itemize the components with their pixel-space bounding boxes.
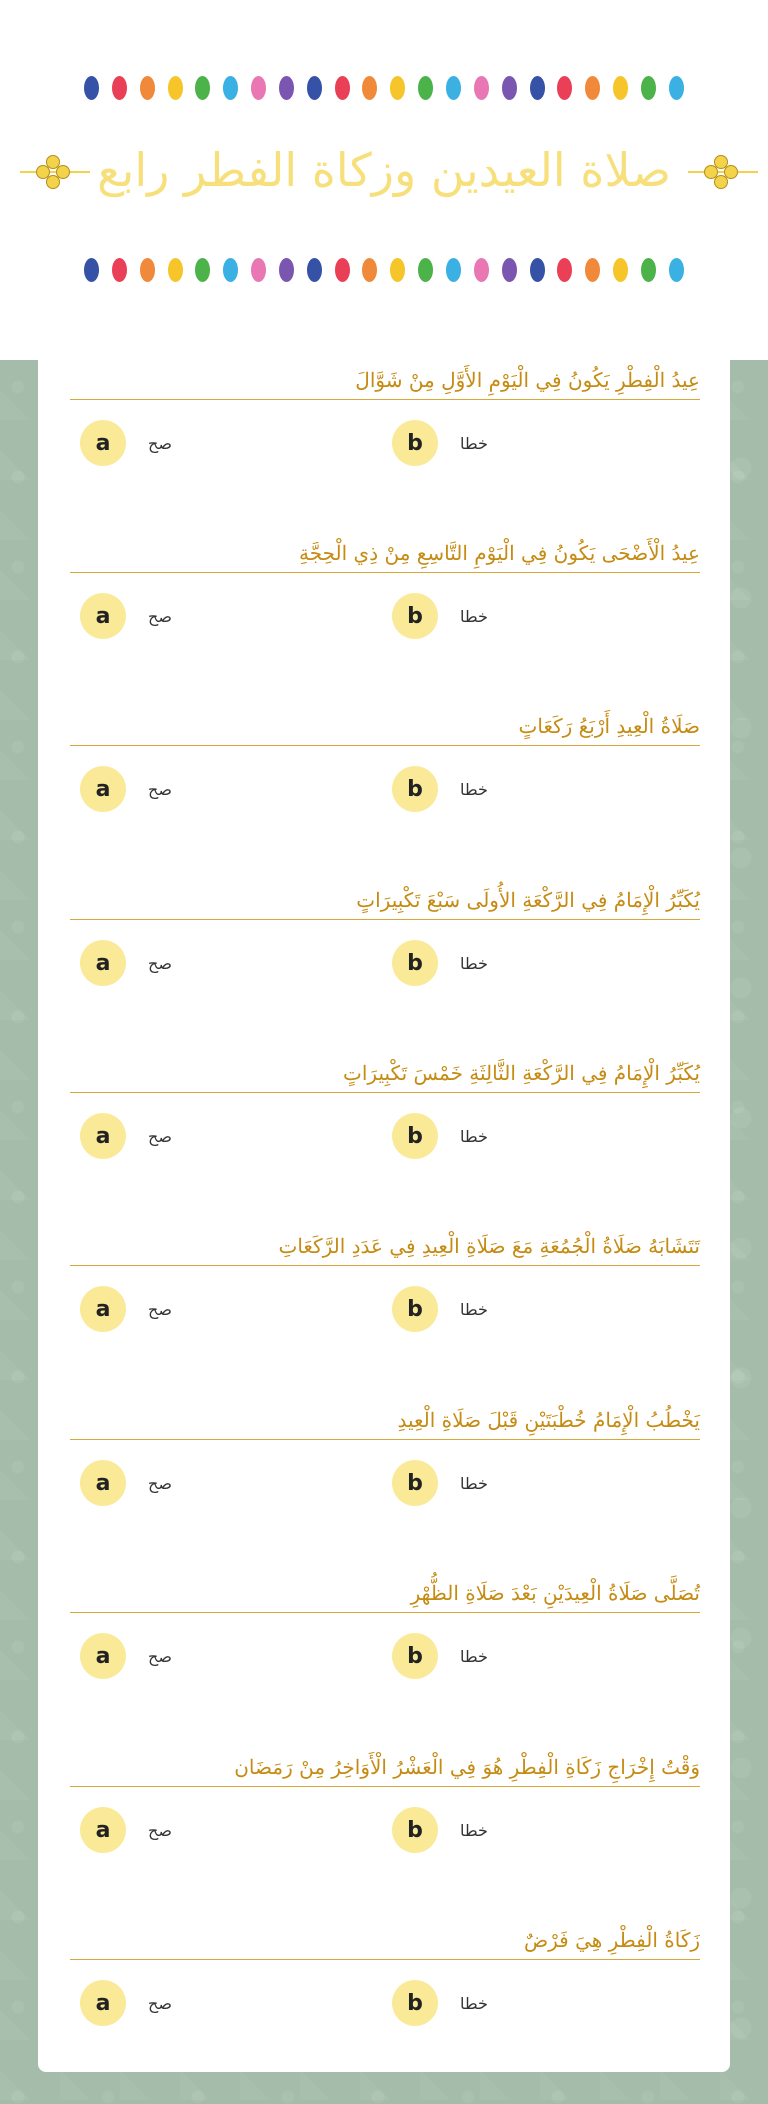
- question-item: [70, 533, 700, 703]
- dot-decoration: [585, 76, 600, 100]
- option-false[interactable]: [392, 1111, 488, 1161]
- question-item: [70, 1400, 700, 1570]
- option-label: صح: [148, 1820, 172, 1840]
- option-badge-b[interactable]: b: [392, 1633, 438, 1679]
- option-label: خطا: [460, 1993, 488, 2013]
- dot-decoration: [530, 258, 545, 282]
- option-label: خطا: [460, 1646, 488, 1666]
- option-label: صح: [148, 1126, 172, 1146]
- option-false[interactable]: [392, 418, 488, 468]
- question-text: تَتَشَابَهُ صَلَاةُ الْجُمُعَةِ مَعَ صَلَاةِ الْعِيدِ فِي عَدَدِ الرَّكَعَاتِ: [70, 1226, 700, 1266]
- dot-border-top: [84, 76, 684, 102]
- option-false[interactable]: [392, 938, 488, 988]
- dot-decoration: [223, 76, 238, 100]
- dot-decoration: [195, 258, 210, 282]
- option-badge-a[interactable]: a: [80, 940, 126, 986]
- option-label: صح: [148, 606, 172, 626]
- option-false[interactable]: [392, 1458, 488, 1508]
- dot-decoration: [474, 258, 489, 282]
- option-true[interactable]: [80, 938, 172, 988]
- question-item: [70, 1920, 700, 2090]
- question-item: [70, 360, 700, 530]
- dot-decoration: [307, 76, 322, 100]
- option-label: خطا: [460, 1473, 488, 1493]
- option-label: خطا: [460, 433, 488, 453]
- question-text: صَلَاةُ الْعِيدِ أَرْبَعُ رَكَعَاتٍ: [70, 706, 700, 746]
- dot-border-bottom: [84, 258, 684, 284]
- option-label: خطا: [460, 606, 488, 626]
- option-true[interactable]: [80, 764, 172, 814]
- dot-decoration: [335, 76, 350, 100]
- worksheet-title: صلاة العيدين وزكاة الفطر رابع: [97, 143, 671, 197]
- dot-decoration: [168, 258, 183, 282]
- option-badge-a[interactable]: a: [80, 420, 126, 466]
- dot-decoration: [251, 76, 266, 100]
- dot-decoration: [585, 258, 600, 282]
- question-item: [70, 880, 700, 1050]
- option-label: خطا: [460, 953, 488, 973]
- question-text: يُكَبِّرُ الْإِمَامُ فِي الرَّكْعَةِ الثَّالِثَةِ خَمْسَ تَكْبِيرَاتٍ: [70, 1053, 700, 1093]
- dot-decoration: [557, 258, 572, 282]
- option-badge-a[interactable]: a: [80, 766, 126, 812]
- option-label: صح: [148, 1993, 172, 2013]
- option-label: صح: [148, 433, 172, 453]
- option-label: صح: [148, 1646, 172, 1666]
- dot-decoration: [140, 76, 155, 100]
- option-badge-a[interactable]: a: [80, 593, 126, 639]
- dot-decoration: [335, 258, 350, 282]
- option-false[interactable]: [392, 1805, 488, 1855]
- questions-card: [38, 360, 730, 2072]
- dot-decoration: [168, 76, 183, 100]
- dot-decoration: [223, 258, 238, 282]
- option-badge-a[interactable]: a: [80, 1980, 126, 2026]
- dot-decoration: [307, 258, 322, 282]
- option-true[interactable]: [80, 591, 172, 641]
- option-badge-a[interactable]: a: [80, 1460, 126, 1506]
- question-text: وَقْتُ إِخْرَاجِ زَكَاةِ الْفِطْرِ هُوَ فِي الْعَشْرُ الْأَوَاخِرُ مِنْ رَمَضَان: [70, 1747, 700, 1787]
- dot-decoration: [195, 76, 210, 100]
- option-badge-b[interactable]: b: [392, 1113, 438, 1159]
- dot-decoration: [112, 76, 127, 100]
- question-text: يُكَبِّرُ الْإِمَامُ فِي الرَّكْعَةِ الأُولَى سَبْعَ تَكْبِيرَاتٍ: [70, 880, 700, 920]
- dot-decoration: [446, 258, 461, 282]
- dot-decoration: [390, 76, 405, 100]
- option-true[interactable]: [80, 1978, 172, 2028]
- option-badge-b[interactable]: b: [392, 1286, 438, 1332]
- dot-decoration: [669, 258, 684, 282]
- question-text: تُصَلَّى صَلَاةُ الْعِيدَيْنِ بَعْدَ صَلَاةِ الظُّهْرِ: [70, 1573, 700, 1613]
- question-item: [70, 1573, 700, 1743]
- option-badge-b[interactable]: b: [392, 593, 438, 639]
- option-false[interactable]: [392, 1284, 488, 1334]
- dot-decoration: [84, 76, 99, 100]
- dot-decoration: [140, 258, 155, 282]
- option-badge-a[interactable]: a: [80, 1113, 126, 1159]
- option-badge-a[interactable]: a: [80, 1807, 126, 1853]
- dot-decoration: [613, 76, 628, 100]
- dot-decoration: [669, 76, 684, 100]
- option-label: خطا: [460, 1299, 488, 1319]
- question-text: عِيدُ الْفِطْرِ يَكُونُ فِي الْيَوْمِ الأَوَّلِ مِنْ شَوَّالَ: [70, 360, 700, 400]
- option-false[interactable]: [392, 764, 488, 814]
- option-badge-b[interactable]: b: [392, 420, 438, 466]
- option-badge-a[interactable]: a: [80, 1286, 126, 1332]
- question-item: [70, 706, 700, 876]
- option-label: خطا: [460, 779, 488, 799]
- option-badge-b[interactable]: b: [392, 940, 438, 986]
- dot-decoration: [279, 258, 294, 282]
- question-text: زَكَاةُ الْفِطْرِ هِيَ فَرْضٌ: [70, 1920, 700, 1960]
- option-label: خطا: [460, 1820, 488, 1840]
- dot-decoration: [530, 76, 545, 100]
- option-label: خطا: [460, 1126, 488, 1146]
- dot-decoration: [390, 258, 405, 282]
- option-badge-b[interactable]: b: [392, 766, 438, 812]
- option-badge-b[interactable]: b: [392, 1460, 438, 1506]
- option-true[interactable]: [80, 1805, 172, 1855]
- option-false[interactable]: [392, 1631, 488, 1681]
- worksheet-header: [0, 0, 768, 360]
- question-text: عِيدُ الْأَضْحَى يَكُونُ فِي الْيَوْمِ التَّاسِعِ مِنْ ذِي الْحِجَّةِ: [70, 533, 700, 573]
- dot-decoration: [279, 76, 294, 100]
- dot-decoration: [474, 76, 489, 100]
- dot-decoration: [362, 76, 377, 100]
- dot-decoration: [418, 258, 433, 282]
- dot-decoration: [641, 258, 656, 282]
- dot-decoration: [418, 76, 433, 100]
- dot-decoration: [84, 258, 99, 282]
- option-badge-b[interactable]: b: [392, 1980, 438, 2026]
- option-badge-a[interactable]: a: [80, 1633, 126, 1679]
- option-false[interactable]: [392, 1978, 488, 2028]
- dot-decoration: [502, 76, 517, 100]
- dot-decoration: [502, 258, 517, 282]
- question-item: [70, 1226, 700, 1396]
- option-true[interactable]: [80, 1631, 172, 1681]
- dot-decoration: [112, 258, 127, 282]
- question-item: [70, 1747, 700, 1917]
- option-label: صح: [148, 779, 172, 799]
- question-text: يَخْطُبُ الْإِمَامُ خُطْبَتَيْنِ قَبْلَ صَلَاةِ الْعِيدِ: [70, 1400, 700, 1440]
- option-label: صح: [148, 1299, 172, 1319]
- dot-decoration: [251, 258, 266, 282]
- dot-decoration: [362, 258, 377, 282]
- question-item: [70, 1053, 700, 1223]
- dot-decoration: [613, 258, 628, 282]
- option-true[interactable]: [80, 1284, 172, 1334]
- option-label: صح: [148, 953, 172, 973]
- option-true[interactable]: [80, 1111, 172, 1161]
- option-false[interactable]: [392, 591, 488, 641]
- dot-decoration: [557, 76, 572, 100]
- option-true[interactable]: [80, 418, 172, 468]
- flower-decoration-icon: [704, 155, 738, 189]
- option-true[interactable]: [80, 1458, 172, 1508]
- dot-decoration: [446, 76, 461, 100]
- option-badge-b[interactable]: b: [392, 1807, 438, 1853]
- option-label: صح: [148, 1473, 172, 1493]
- dot-decoration: [641, 76, 656, 100]
